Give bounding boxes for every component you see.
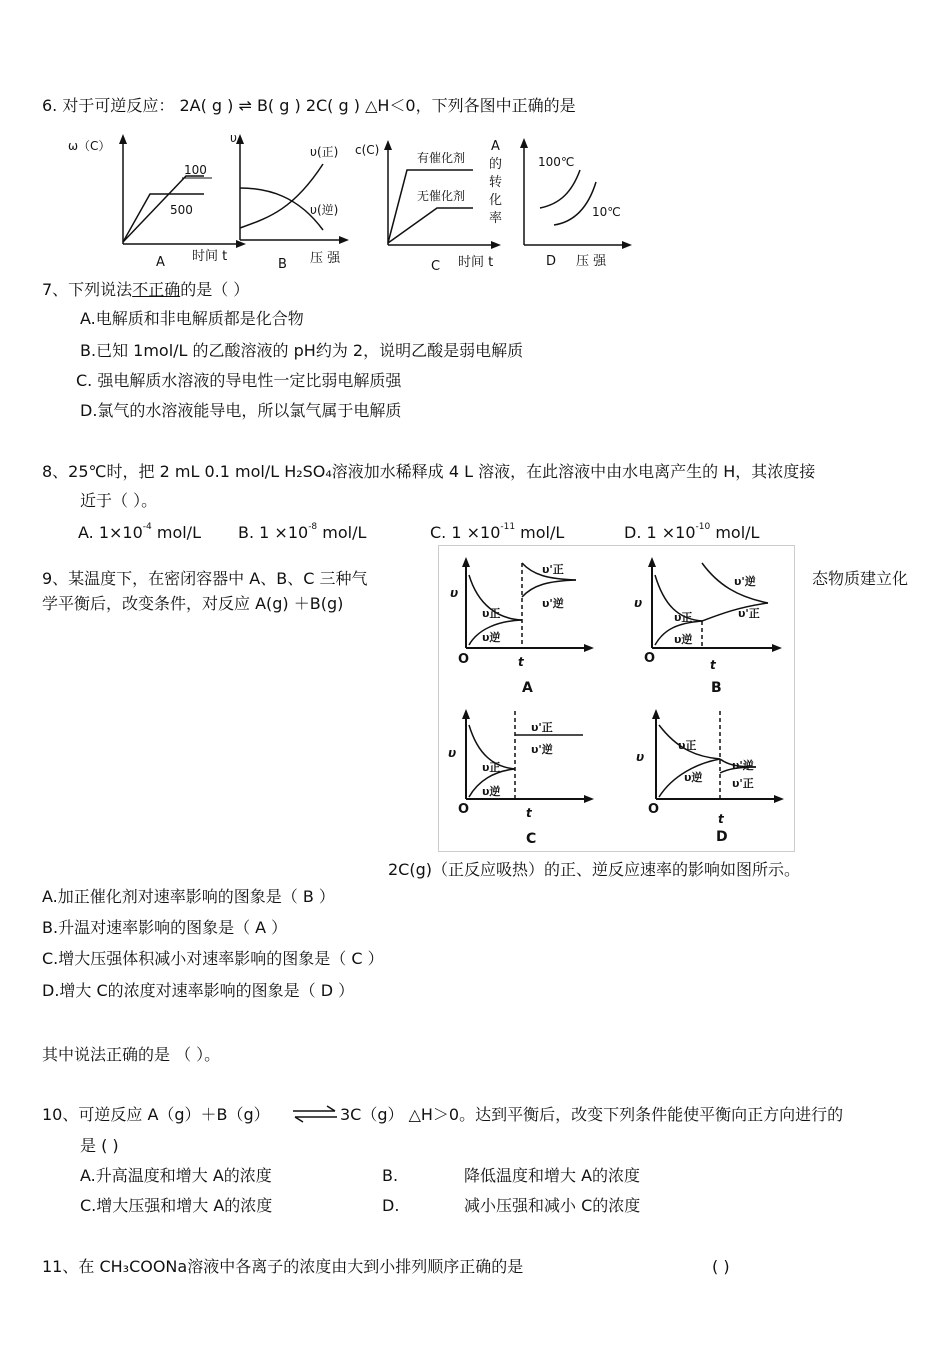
q9-line1-right: 态物质建立化 — [812, 569, 909, 588]
svg-text:υ'正: υ'正 — [738, 607, 760, 620]
q7-stem-underlined: 不正确 — [132, 280, 181, 299]
q9-panel-c — [448, 709, 594, 847]
svg-text:t: t — [718, 812, 724, 826]
svg-text:υ'正: υ'正 — [732, 777, 754, 790]
graph-c-tag: C — [431, 259, 441, 274]
graph-c-line-upper: 有催化剂 — [417, 151, 466, 165]
q6-graph-a — [68, 132, 228, 272]
graph-d-ylabel-4: 化 — [489, 193, 503, 208]
svg-text:D: D — [716, 829, 728, 845]
svg-text:υ正: υ正 — [674, 611, 693, 624]
svg-text:O: O — [648, 802, 660, 817]
q9-line3: 2C(g)（正反应吸热）的正、逆反应速率的影响如图所示。 — [388, 860, 800, 879]
q9-rate-graphs — [438, 545, 793, 850]
q10-option-b: 降低温度和增大 A的浓度 — [464, 1166, 641, 1185]
q10-option-d-label: D. — [382, 1196, 400, 1215]
q9-conclusion: 其中说法正确的是 （ ）。 — [42, 1045, 221, 1064]
graph-d-curve-upper: 100℃ — [538, 155, 575, 169]
q10-option-b-label: B. — [382, 1166, 399, 1185]
q9-panel-b — [634, 557, 782, 696]
graph-b-tag: B — [278, 257, 287, 272]
graph-b-curve-up: υ(正) — [310, 145, 339, 159]
svg-text:t: t — [710, 658, 716, 672]
q6-stem: 6. 对于可逆反应： 2A( g ) ⇌ B( g ) 2C( g ) △H＜0，下列各图中正确的是 — [42, 96, 576, 115]
svg-text:υ正: υ正 — [482, 607, 501, 620]
svg-text:O: O — [644, 651, 656, 666]
graph-d-ylabel-3: 转 — [489, 175, 503, 190]
q8-line1: 8、25℃时，把 2 mL 0.1 mol/L H₂SO₄溶液加水稀释成 4 L 溶液，在此溶液中由水电离产生的 H，其浓度接 — [42, 462, 816, 481]
svg-text:υ: υ — [636, 750, 645, 764]
q8-option-b: B. $1 \times 10^{-8}$ mol/L — [238, 522, 367, 542]
q6-graph-b — [228, 130, 358, 270]
q7-option-b: B.已知 1mol/L 的乙酸溶液的 pH约为 2，说明乙酸是弱电解质 — [80, 341, 524, 360]
q10-option-a: A.升高温度和增大 A的浓度 — [80, 1166, 272, 1185]
graph-d-ylabel-5: 率 — [489, 211, 503, 226]
q9-statement-a: A.加正催化剂对速率影响的图象是（ B ） — [42, 887, 335, 906]
q7-option-a: A.电解质和非电解质都是化合物 — [80, 309, 304, 328]
svg-text:υ: υ — [450, 586, 459, 600]
graph-c-line-lower: 无催化剂 — [417, 189, 466, 203]
svg-text:υ'逆: υ'逆 — [734, 575, 756, 588]
q6-graph-c — [355, 130, 505, 274]
q10-option-c: C.增大压强和增大 A的浓度 — [80, 1196, 273, 1215]
q8-option-c: C. $1 \times 10^{-11}$ mol/L — [430, 522, 565, 542]
svg-text:υ: υ — [634, 596, 643, 610]
svg-text:υ'逆: υ'逆 — [531, 743, 553, 756]
graph-b-ylabel: υ — [230, 131, 237, 145]
svg-text:t: t — [526, 806, 532, 820]
svg-text:C: C — [526, 831, 537, 847]
q11-answer-paren: ( ) — [712, 1257, 730, 1276]
q9-statement-c: C.增大压强体积减小对速率影响的图象是（ C ） — [42, 949, 384, 968]
q9-statement-d: D.增大 C的浓度对速率影响的图象是（ D ） — [42, 981, 355, 1000]
graph-d-ylabel-1: A — [491, 139, 500, 154]
q7-stem-pre: 7、下列说法 — [42, 280, 133, 299]
q9-statement-b: B.升温对速率影响的图象是（ A ） — [42, 918, 288, 937]
graph-a-line-upper: 100 — [184, 163, 207, 177]
q7-stem-post: 的是（ ） — [180, 280, 250, 299]
q10-line1-pre: 10、可逆反应 A（g）＋B（g） — [42, 1105, 270, 1124]
q6-graph-d — [510, 130, 640, 270]
q9-line1-left: 9、某温度下，在密闭容器中 A、B、C 三种气 — [42, 569, 368, 588]
q9-line2-left: 学平衡后，改变条件，对反应 A(g) ＋B(g) — [42, 594, 344, 613]
q11-stem: 11、在 CH₃COONa溶液中各离子的浓度由大到小排列顺序正确的是 — [42, 1257, 524, 1276]
graph-c-xlabel: 时间 t — [458, 255, 494, 270]
q10-line2: 是 ( ) — [80, 1136, 119, 1155]
svg-text:υ: υ — [448, 746, 457, 760]
q7-stem — [42, 280, 249, 300]
svg-text:υ'逆: υ'逆 — [542, 597, 564, 610]
q7-option-c: C. 强电解质水溶液的导电性一定比弱电解质强 — [76, 371, 402, 390]
svg-text:υ逆: υ逆 — [674, 633, 693, 646]
svg-text:υ'正: υ'正 — [531, 721, 553, 734]
q9-panel-d — [636, 709, 784, 845]
q8-line2: 近于（ ）。 — [80, 491, 158, 510]
svg-text:t: t — [518, 655, 524, 669]
graph-a-tag: A — [156, 255, 165, 270]
svg-text:O: O — [458, 802, 470, 817]
svg-text:υ正: υ正 — [482, 761, 501, 774]
graph-a-xlabel: 时间 t — [192, 249, 228, 264]
graph-a-line-lower: 500 — [170, 203, 193, 217]
svg-text:B: B — [711, 680, 722, 696]
q8-option-a: A. $1\times 10^{-4}$ mol/L — [78, 522, 201, 542]
svg-text:υ'逆: υ'逆 — [732, 759, 754, 772]
graph-d-tag: D — [546, 254, 557, 269]
graph-d-ylabel-2: 的 — [489, 157, 503, 172]
graph-b-curve-down: υ(逆) — [310, 203, 339, 217]
svg-text:O: O — [458, 652, 470, 667]
q10-option-d: 减小压强和减小 C的浓度 — [464, 1196, 641, 1215]
graph-d-curve-lower: 10℃ — [592, 205, 621, 219]
q7-option-d: D.氯气的水溶液能导电，所以氯气属于电解质 — [80, 401, 402, 420]
svg-text:υ逆: υ逆 — [482, 785, 501, 798]
svg-text:υ逆: υ逆 — [684, 771, 703, 784]
svg-text:υ'正: υ'正 — [542, 563, 564, 576]
q8-option-d: D. $1 \times 10^{-10}$ mol/L — [624, 522, 760, 542]
q9-panel-a — [450, 557, 594, 696]
svg-text:υ逆: υ逆 — [482, 631, 501, 644]
svg-text:υ正: υ正 — [678, 739, 697, 752]
graph-c-ylabel: c(C) — [355, 143, 380, 157]
q10-line1-post: 3C（g） △H＞0。达到平衡后，改变下列条件能使平衡向正方向进行的 — [340, 1105, 844, 1124]
graph-b-xlabel: 压 强 — [310, 251, 341, 266]
graph-d-xlabel: 压 强 — [576, 254, 607, 269]
equilibrium-arrow-icon — [293, 1106, 339, 1122]
svg-text:A: A — [522, 680, 533, 696]
graph-a-ylabel: ω（C） — [68, 139, 111, 153]
